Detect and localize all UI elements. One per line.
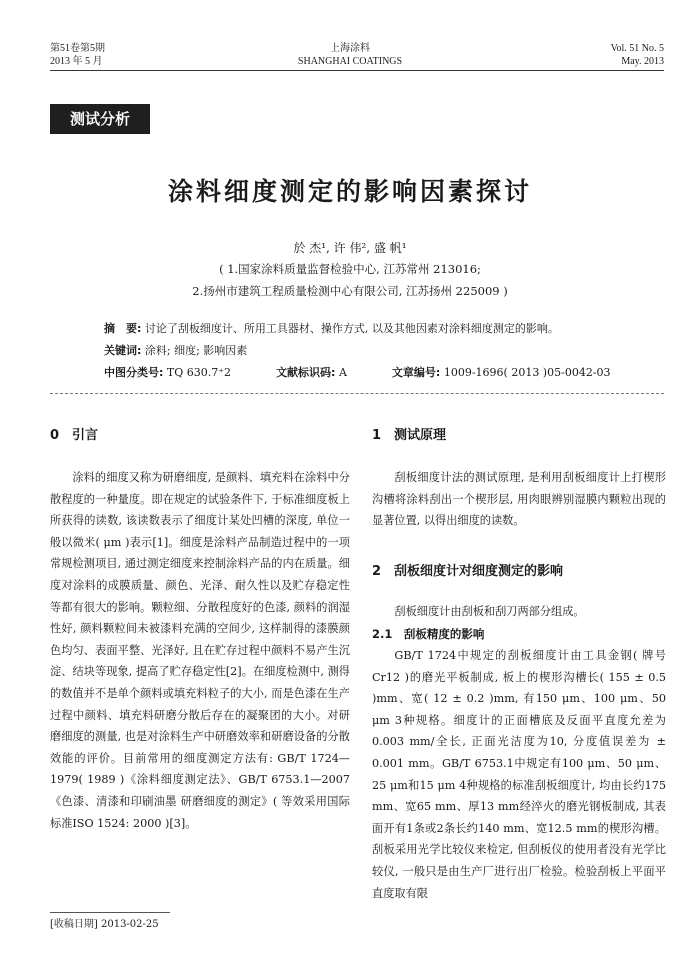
header-divider [50,70,664,71]
section-heading-principle: 1 测试原理 [372,428,447,443]
footnote-divider [50,912,170,913]
volume-number-en: Vol. 51 No. 5 [610,43,664,54]
introduction-paragraph: 涂料的细度又称为研磨细度, 是颜料、填充料在涂料中分散程度的一种量度。即在规定的试验条件下, 于标准细度板上所获得的读数, 该读数表示了细度计某处凹槽的深度, 单位一般以微米( μm )表示[1]。细度是涂料产品制造过程中的一项常规检测项目, 通过测定细度来控制涂料产品的内在质量。细度对涂料的成膜质量、颜色、光泽、耐久性以及贮存稳定性等都有很大的影响。颗粒细、分散程度好的色漆, 颜料的润湿性好, 颜料颗粒间未被漆料充满的空间少, 这样制得的漆膜颜色均匀、表面平整、光泽好, 且在贮存过程中颜料不易产生沉淀、结块等现象, 提高了贮存稳定性[2]。在细度检测中, 测得的数值并不是单个颜料或填充料粒子的大小, 而是色漆在生产过程中颜料、填充料研磨分散后存在的凝聚团的大小。对研磨细度的测量, 也是对涂料生产中研磨效率和研磨设备的分散效能的评价。目前常用的细度测定方法有: GB/T 1724—1979( 1989 )《涂料细度测定法》、GB/T 6753.1—2007《色漆、清漆和印刷油墨 研磨细度的测定》( 等效采用国际标准ISO 1524: 2000 )[3]。 [50,471,350,830]
affiliation-2: 2.扬州市建筑工程质量检测中心有限公司, 江苏扬州 225009 ) [192,284,508,298]
subsection-heading-precision: 2.1 刮板精度的影响 [372,627,485,641]
article-number-label: 文章编号: [391,366,441,379]
scraper-intro-paragraph: 刮板细度计由刮板和刮刀两部分组成。 [394,605,585,618]
section-heading-scraper-influence: 2 刮板细度计对细度测定的影响 [372,564,564,579]
clc-label: 中图分类号: [104,366,164,379]
issue-date: 2013 年 5 月 [50,56,103,67]
doc-code-value: A [338,366,347,379]
classification-line [104,365,611,381]
abstract-label: 摘 要: [104,322,142,335]
journal-issue-header [50,42,105,68]
abstract [104,321,559,337]
received-date-footnote: [收稿日期] 2013-02-25 [50,919,159,930]
journal-name-en: SHANGHAI COATINGS [297,56,403,67]
section-tag: 测试分析 [50,104,150,134]
article-title: 涂料细度测定的影响因素探讨 [167,177,532,206]
article-number-value: 1009-1696( 2013 )05-0042-03 [443,366,611,379]
journal-volume-header [611,42,664,68]
keywords-text: 涂料; 细度; 影响因素 [144,344,248,357]
clc-value: TQ 630.7⁺2 [166,366,232,379]
issue-volume: 第51卷第5期 [50,43,105,54]
doc-code-label: 文献标识码: [276,366,336,379]
journal-name-cn: 上海涂料 [330,43,370,54]
journal-name-header [250,42,450,68]
precision-paragraph: GB/T 1724中规定的刮板细度计由工具金钢( 牌号Cr12 )的磨光平板制成, 板上的楔形沟槽长( 155 ± 0.5 )mm、宽( 12 ± 0.2 )mm, 有150 μm、100 μm、50 μm 3种规格。细度计的正面槽底及反面平直度允差为0.003 mm/全长, 正面光洁度为10, 分度值误差为 ± 0.001 mm。GB/T 6753.1中规定有100 μm、50 μm、25 μm和15 μm 4种规格的标准刮板细度计, 均由长约175 mm、宽65 mm、厚13 mm经淬火的磨光钢板制成, 其表面开有1条或2条长约140 mm、宽12.5 mm的楔形沟槽。刮板采用光学比较仪来检定, 但刮板仪的使用者没有光学比较仪, 一般只是由生产厂进行出厂检验。检验刮板上平面平直度取有限 [372,649,666,900]
author-list: 於 杰¹, 许 伟², 盛 帆¹ [293,241,407,255]
keywords [104,343,247,359]
abstract-divider [50,393,664,394]
section-heading-introduction: 0 引言 [50,428,99,443]
abstract-text: 讨论了刮板细度计、所用工具器材、操作方式, 以及其他因素对涂料细度测定的影响。 [144,322,559,335]
volume-date-en: May. 2013 [621,56,664,67]
affiliation-1: ( 1.国家涂料质量监督检验中心, 江苏常州 213016; [219,262,481,276]
keywords-label: 关键词: [104,344,142,357]
principle-paragraph: 刮板细度计法的测试原理, 是利用刮板细度计上打楔形沟槽将涂料刮出一个楔形层, 用肉眼辨别湿膜内颗粒出现的显著位置, 以得出细度的读数。 [372,471,666,528]
